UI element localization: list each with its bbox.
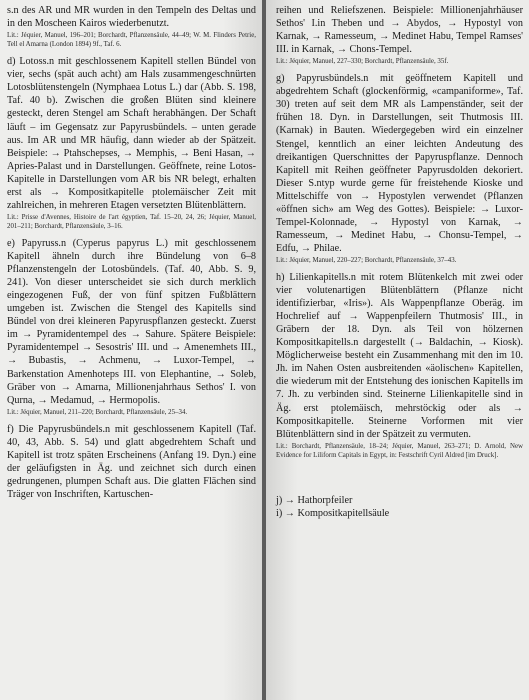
literature-note: Lit.: Prisse d'Avennes, Histoire de l'art égyptien, Taf. 15–20, 24, 26; Jéquier, Manuel, 201–211; Borchardt, Pflanzensäule, 3–16. [7, 213, 256, 230]
literature-note: Lit.: Borchardt, Pflanzensäule, 18–24; Jéquier, Manuel, 263–271; D. Arnold, New Evidence for Liliform Capitals in Egypt, in: Festschrift Cyril Aldred [im Druck]. [276, 442, 523, 459]
cross-reference-i: i) → Kompositkapitellsäule [276, 507, 390, 519]
left-page [0, 0, 262, 700]
paragraph-top: reihen und Reliefszenen. Beispiele: Millionenjahrhäuser Sethos' I.in Theben und → Abydos, → Hypostyl von Karnak, → Ramesseum, → Medinet Habu, Tempel Ramses' III. in Karnak, → Chons-Tempel. [276, 5, 523, 56]
section-h-lily: h) Lilienkapitells.n mit rotem Blütenkelch mit zwei oder vier volutenartigen Blütenblättern (Pflanze nicht identifizierbar, «Iris»). Als Wappenpflanze Oberäg. im Hochrelief auf → Wappenpfeilern Thutmosis' III., in Gräbern der 18. Dyn. als Teil von hölzernen Kompositkapitells.n dargestellt (→ Baldachin, → Kiosk). Möglicherweise besteht ein Zusammenhang mit den im 10. Jh. im Nahen Osten ausbreitenden «äolischen» Kapitellen, die wiederum mit der Entstehung des ionischen Kapitells im 7. Jh. zu verbinden sind. Steinerne Lilienkapitelle sind in Äg. erst ptolemäisch, mehrstöckig oder als → Kompositkapitelle. Steinerne Vorformen mit vier Blütenblättern sind in der Spätzeit zu vermuten. [276, 272, 523, 440]
literature-note: Lit.: Jéquier, Manuel, 220–227; Borchardt, Pflanzensäule, 37–43. [276, 256, 457, 264]
paragraph-top: s.n des AR und MR wurden in den Tempeln des Deltas und in den Moscheen Kairos wiederbenutzt. [7, 5, 256, 30]
section-e-papyrus: e) Papyruss.n (Cyperus papyrus L.) mit geschlossenem Kapitell ähneln durch ihre Bündelung von 6–8 Pflanzenstengeln der Lotosbündels. (Taf. 40, Abb. S. 9, 241). Von dieser unterscheidet sie sich durch merklich eingezogenen Fuß, der von fünf spitzen Fußblättern umgeben ist. Zwischen die Stengel des Kapitells sind Bündel von drei kleineren Papyruspflanzen gesteckt. Zuerst im → Pyramidentempel des → Sahure. Spätere Beispiele: Pyramidentempel → Sesostris' III. und → Amenemhets III., → Bubastis, → Achmenu, → Luxor-Tempel, → Barkenstation Amenhoteps III. von Elephantine, → Soleb, Gräber von → Amarna, Millionenjahrhaus Sethos' I. von Qurna, → Medamud, → Hermopolis. [7, 238, 256, 406]
cross-reference-j: j) → Hathorpfeiler [276, 494, 353, 506]
literature-note: Lit.: Jéquier, Manuel, 211–220; Borchardt, Pflanzensäule, 25–34. [7, 408, 188, 416]
section-g-papyrus-open: g) Papyrusbündels.n mit geöffnetem Kapitell und abgedrehtem Schaft (glockenförmig, «campaniforme», Taf. 30) treten auf seit dem MR als Lampenständer, seit der frühen 18. Dyn. in Darstellungen, seit Thutmosis III. (Karnak) in Bauten. Wiedergegeben wird ein einzelner Stengel, kenntlich an einer leichten Andeutung des dreikantigen Querschnittes der Papyruspflanze. Dennoch Kapitell mit Reihen geöffneter Papyrusdolden dekoriert. Dieser S.ntyp wurde gerne für freistehende Kioske und Mittelschiffe von → Hypostylen verwendet (Pflanzen «öffnen sich» am Weg des Gottes). Beispiele: → Luxor-Tempel-Kolonnade, → Hypostyl von Karnak, → Ramesseum, → Medinet Habu, → Chonsu-Tempel, → Edfu, → Philae. [276, 73, 523, 254]
section-d-lotus: d) Lotoss.n mit geschlossenem Kapitell stellen Bündel von vier, sechs (spät auch acht) am Hals zusammengeschnürten Lotosblütenstengeln (Nymphaea Lotus L.) dar (Abb. S. 198, Taf. 40 b). Zwischen die großen Blüten sind kleinere gesteckt, deren Stengel am Schaft herabhängen. Der Schaft läuft – im Gegensatz zur Papyrusbündels. – unten gerade aus. Im AR und MR häufig, dann wieder ab der Spätzeit. Beispiele: → Ptahschepses, → Memphis, → Beni Hasan, → Apries-Palast und in Darstellungen. Geöffnete, reine Lotos-Kapitelle in Darstellungen vom AR bis NR belegt, erhalten erst als → Kompositkapitelle ptolemäischer Zeit mit zahlreichen, in mehreren Etagen versetzten Blütenblättern. [7, 56, 256, 211]
cross-reference-list [276, 494, 523, 520]
literature-note: Lit.: Jéquier, Manuel, 196–201; Borchardt, Pflanzensäule, 44–49; W. M. Flinders Petrie, Tell el Amarna (London 1894) 9f., Taf. 6. [7, 32, 256, 49]
right-page [266, 0, 529, 700]
section-f-papyrus-bundle: f) Die Papyrusbündels.n mit geschlossenem Kapitell (Taf. 40, 43, Abb. S. 54) und glatt abgedrehtem Schaft und Kapitell ist trotz späten Erscheinens (Anfang 19. Dyn.) eine der geläufigsten in Äg. und zeichnet sich durch einen gedrungenen, plumpen Schaft aus. Die glatten Flächen sind Träger von Inschriften, Kartuschen- [7, 423, 256, 500]
literature-note: Lit.: Jéquier, Manuel, 227–330; Borchardt, Pflanzensäule, 35f. [276, 58, 449, 66]
